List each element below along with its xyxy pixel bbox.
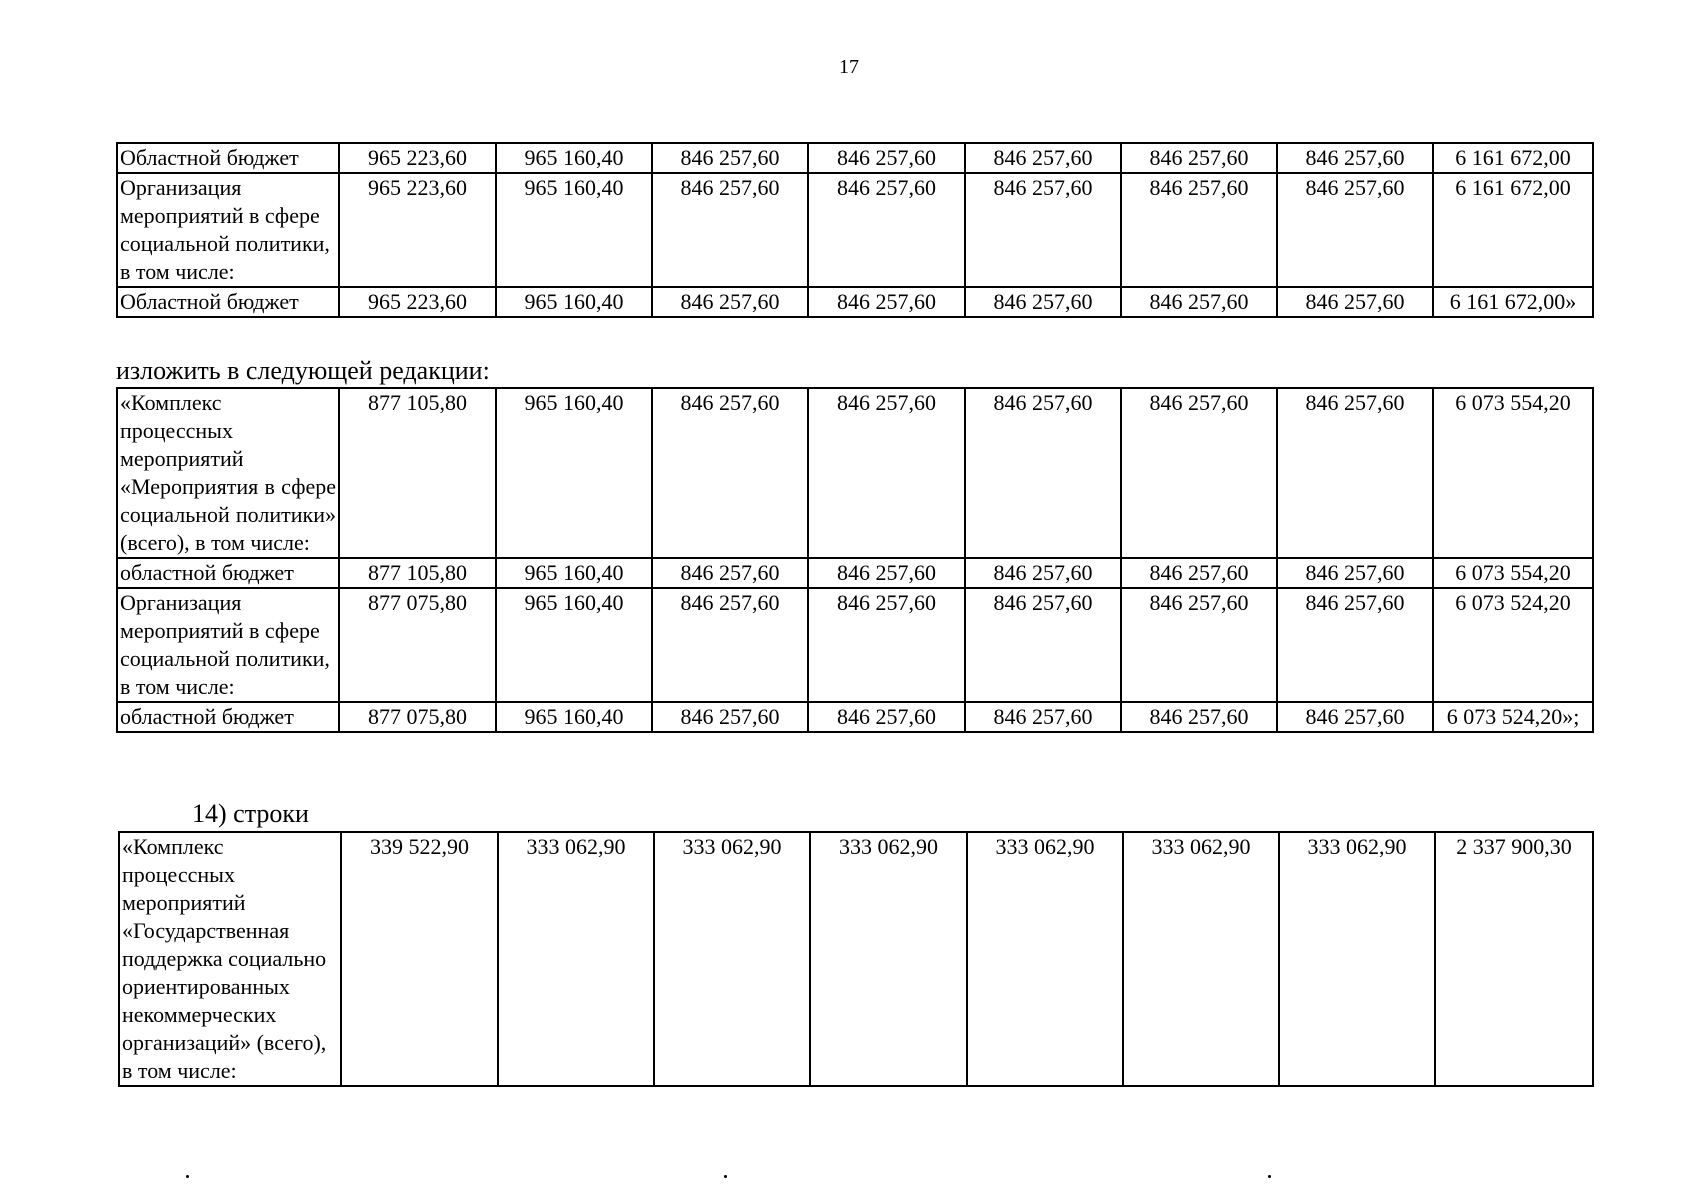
value-cell: 846 257,60 (808, 702, 965, 732)
value-cell: 877 075,80 (339, 588, 496, 702)
value-cell: 333 062,90 (654, 832, 810, 1086)
row-label: Организация мероприятий в сфере социальной политики, в том числе: (117, 588, 339, 702)
value-cell: 846 257,60 (1121, 287, 1277, 317)
value-cell: 877 105,80 (339, 388, 496, 558)
value-cell: 965 223,60 (339, 287, 496, 317)
value-cell: 846 257,60 (1121, 173, 1277, 287)
value-cell: 965 160,40 (496, 388, 652, 558)
table-row (117, 173, 1593, 287)
value-cell: 846 257,60 (1277, 702, 1433, 732)
row-label: Организация мероприятий в сфере социальной политики, в том числе: (117, 173, 339, 287)
value-cell: 877 075,80 (339, 702, 496, 732)
section-heading: 14) строки (192, 799, 309, 828)
page-number: 17 (839, 56, 859, 78)
scan-speck (186, 1175, 189, 1178)
value-cell: 846 257,60 (1277, 558, 1433, 588)
total-cell: 6 073 524,20»; (1433, 702, 1593, 732)
total-cell: 2 337 900,30 (1435, 832, 1593, 1086)
total-cell: 6 161 672,00 (1433, 173, 1593, 287)
value-cell: 846 257,60 (1277, 173, 1433, 287)
value-cell: 965 160,40 (496, 588, 652, 702)
row-label: областной бюджет (117, 702, 339, 732)
value-cell: 846 257,60 (652, 173, 808, 287)
total-cell: 6 073 554,20 (1433, 388, 1593, 558)
value-cell: 846 257,60 (1277, 287, 1433, 317)
total-cell: 6 073 524,20 (1433, 588, 1593, 702)
value-cell: 846 257,60 (1121, 558, 1277, 588)
value-cell: 965 160,40 (496, 173, 652, 287)
value-cell: 846 257,60 (1121, 388, 1277, 558)
value-cell: 846 257,60 (965, 173, 1121, 287)
total-cell: 6 161 672,00» (1433, 287, 1593, 317)
value-cell: 846 257,60 (1121, 702, 1277, 732)
value-cell: 846 257,60 (808, 388, 965, 558)
value-cell: 846 257,60 (1121, 588, 1277, 702)
budget-table-original (116, 142, 1594, 318)
row-label: областной бюджет (117, 558, 339, 588)
scan-speck (1268, 1175, 1271, 1178)
value-cell: 333 062,90 (1279, 832, 1435, 1086)
value-cell: 333 062,90 (967, 832, 1123, 1086)
value-cell: 846 257,60 (808, 588, 965, 702)
amendment-instruction: изложить в следующей редакции: (116, 356, 490, 385)
value-cell: 877 105,80 (339, 558, 496, 588)
value-cell: 846 257,60 (965, 388, 1121, 558)
table-row (117, 702, 1593, 732)
value-cell: 846 257,60 (652, 558, 808, 588)
value-cell: 339 522,90 (341, 832, 498, 1086)
value-cell: 333 062,90 (1123, 832, 1279, 1086)
table-row (117, 588, 1593, 702)
value-cell: 965 160,40 (496, 558, 652, 588)
value-cell: 333 062,90 (810, 832, 967, 1086)
value-cell: 846 257,60 (808, 558, 965, 588)
value-cell: 846 257,60 (808, 143, 965, 173)
value-cell: 846 257,60 (808, 287, 965, 317)
value-cell: 846 257,60 (965, 702, 1121, 732)
scan-speck (724, 1175, 727, 1178)
value-cell: 846 257,60 (652, 702, 808, 732)
table-row (117, 388, 1593, 558)
value-cell: 846 257,60 (1277, 588, 1433, 702)
value-cell: 965 160,40 (496, 287, 652, 317)
table-row (117, 143, 1593, 173)
value-cell: 965 160,40 (496, 702, 652, 732)
value-cell: 846 257,60 (652, 143, 808, 173)
value-cell: 846 257,60 (1277, 388, 1433, 558)
table-row (117, 558, 1593, 588)
value-cell: 965 160,40 (496, 143, 652, 173)
table-row (119, 832, 1593, 1086)
total-cell: 6 073 554,20 (1433, 558, 1593, 588)
value-cell: 846 257,60 (965, 287, 1121, 317)
table-row (117, 287, 1593, 317)
value-cell: 965 223,60 (339, 143, 496, 173)
total-cell: 6 161 672,00 (1433, 143, 1593, 173)
value-cell: 846 257,60 (965, 558, 1121, 588)
row-label: «Комплекс процессных мероприятий «Мероприятия в сфере социальной политики» (всего), в том числе: (117, 388, 339, 558)
value-cell: 846 257,60 (808, 173, 965, 287)
value-cell: 846 257,60 (652, 287, 808, 317)
row-label: Областной бюджет (117, 143, 339, 173)
value-cell: 846 257,60 (965, 143, 1121, 173)
value-cell: 846 257,60 (1121, 143, 1277, 173)
value-cell: 846 257,60 (652, 588, 808, 702)
value-cell: 846 257,60 (965, 588, 1121, 702)
value-cell: 846 257,60 (652, 388, 808, 558)
row-label: Областной бюджет (117, 287, 339, 317)
value-cell: 965 223,60 (339, 173, 496, 287)
budget-table-revised (116, 387, 1594, 733)
budget-table-nko (118, 831, 1594, 1087)
value-cell: 333 062,90 (498, 832, 654, 1086)
row-label: «Комплекс процессных мероприятий «Государственная поддержка социально ориентированных некоммерческих организаций» (всего), в том числе: (119, 832, 341, 1086)
value-cell: 846 257,60 (1277, 143, 1433, 173)
